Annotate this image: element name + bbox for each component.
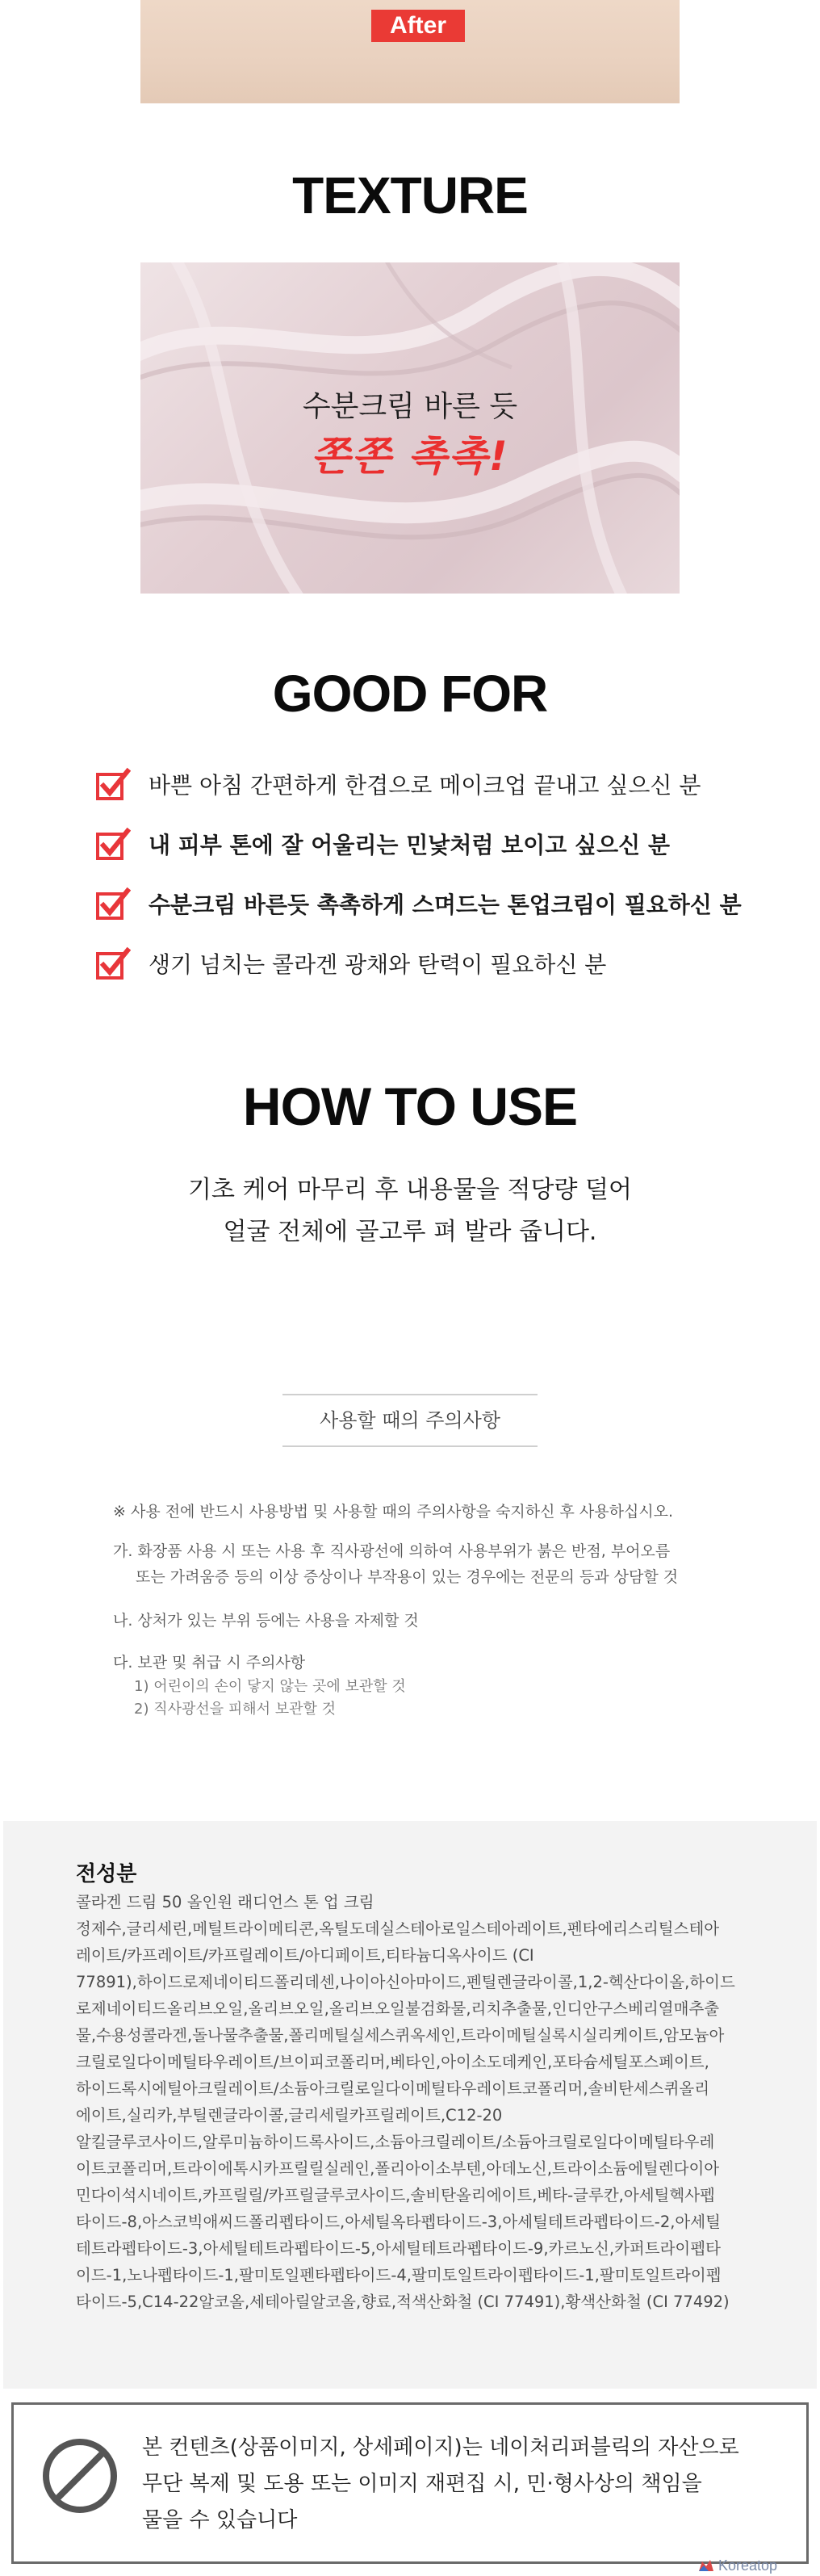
good-for-heading: GOOD FOR [272,665,548,723]
after-product-image [140,0,680,103]
texture-caption: 수분크림 바른 듯 [302,390,518,423]
how-to-use-line-1: 기초 케어 마무리 후 내용물을 적당량 덜어 [188,1176,632,1204]
good-for-item [95,942,757,984]
prohibited-icon [40,2436,119,2515]
ingredients-line: 레이트/카프레이트/카프릴레이트/아디페이트,티타늄디옥사이드 (CI [76,1946,534,1965]
ingredients-line: 에이트,실리카,부틸렌글라이콜,글리세릴카프릴레이트,C12-20 [76,2106,503,2125]
how-to-use-heading: HOW TO USE [242,1076,578,1136]
koreatop-logo-icon [697,2558,715,2573]
ingredients-line: 테트라펩타이드-3,아세틸테트라펩타이드-5,아세틸테트라펩타이드-9,카르노신,카퍼트라이펩타 [76,2239,721,2258]
check-box-icon [95,946,131,981]
caution-heading: 사용할 때의 주의사항 [282,1394,538,1447]
caution-item-c: 다. 보관 및 취급 시 주의사항 [113,1654,306,1672]
watermark-text: Koreatop [718,2557,778,2574]
ingredients-line: 알킬글루코사이드,알루미늄하이드록사이드,소듐아크릴레이트/소듐아크릴로일다이메틸타우레 [76,2133,715,2151]
ingredients-line: 콜라겐 드림 50 올인원 래디언스 톤 업 크림 [76,1893,374,1911]
ingredients-line: 물,수용성콜라겐,돌나물추출물,폴리메틸실세스퀴옥세인,트라이메틸실록시실리케이트,암모늄아 [76,2026,725,2045]
good-for-item [95,883,757,925]
check-box-icon [95,766,131,802]
ingredients-line: 타이드-5,C14-22알코올,세테아릴알코올,향료,적색산화철 (CI 77491),황색산화철 (CI 77492) [76,2293,730,2311]
notice-line-1: 본 컨텐츠(상품이미지, 상세페이지)는 네이처리퍼블릭의 자산으로 [142,2435,739,2460]
caution-item-a-cont: 또는 가려움증 등의 이상 증상이나 부작용이 있는 경우에는 전문의 등과 상담할 것 [136,1568,679,1586]
ingredients-title: 전성분 [76,1862,137,1886]
caution-intro: ※ 사용 전에 반드시 사용방법 및 사용할 때의 주의사항을 숙지하신 후 사용하십시오. [113,1503,674,1521]
how-to-use-line-2: 얼굴 전체에 골고루 펴 발라 줍니다. [223,1218,597,1246]
good-for-item [95,763,757,805]
ingredients-line: 하이드록시에틸아크릴레이트/소듐아크릴로일다이메틸타우레이트코폴리머,솔비탄세스퀴올리 [76,2079,710,2098]
good-for-text: 내 피부 톤에 잘 어울리는 민낯처럼 보이고 싶으신 분 [149,832,670,858]
caution-item-b: 나. 상처가 있는 부위 등에는 사용을 자제할 것 [113,1612,419,1630]
ingredients-line: 타이드-8,아스코빅애씨드폴리펩타이드,아세틸옥타펩타이드-3,아세틸테트라펩타이드-2,아세틸 [76,2213,721,2231]
ingredients-line: 로제네이티드올리브오일,올리브오일,올리브오일불검화물,리치추출물,인디안구스베리열매추출 [76,1999,720,2018]
caution-item-c2: 2) 직사광선을 피해서 보관할 것 [134,1701,337,1718]
notice-line-2: 무단 복제 및 도용 또는 이미지 재편집 시, 민·형사상의 책임을 [142,2472,702,2496]
ingredients-line: 민다이석시네이트,카프릴릴/카프릴글루코사이드,솔비탄올리에이트,베타-글루칸,아세틸헥사펩 [76,2186,715,2205]
caution-item-a: 가. 화장품 사용 시 또는 사용 후 직사광선에 의하여 사용부위가 붉은 반점, 부어오름 [113,1542,671,1560]
ingredients-line: 정제수,글리세린,메틸트라이메티콘,옥틸도데실스테아로일스테아레이트,펜타에리스리틸스테아 [76,1919,720,1938]
good-for-item [95,823,757,865]
check-box-icon [95,886,131,921]
texture-heading: TEXTURE [292,166,528,224]
good-for-text: 생기 넘치는 콜라겐 광채와 탄력이 필요하신 분 [149,951,607,978]
ingredients-line: 이트코폴리머,트라이에톡시카프릴릴실레인,폴리아이소부텐,아데노신,트라이소듐에틸렌다이아 [76,2159,720,2178]
check-box-icon [95,826,131,862]
texture-highlight: 쫀쫀 촉촉! [311,433,509,480]
ingredients-line: 77891),하이드로제네이티드폴리데센,나이아신아마이드,펜틸렌글라이콜,1,2-헥산다이올,하이드 [76,1973,735,1991]
after-badge: After [371,10,465,42]
texture-image [140,262,680,594]
watermark [697,2557,818,2576]
caution-item-c1: 1) 어린이의 손이 닿지 않는 곳에 보관할 것 [134,1678,406,1695]
notice-line-3: 물을 수 있습니다 [142,2508,298,2532]
good-for-text: 수분크림 바른듯 촉촉하게 스며드는 톤업크림이 필요하신 분 [149,892,742,918]
good-for-text: 바쁜 아침 간편하게 한겹으로 메이크업 끝내고 싶으신 분 [149,772,701,799]
ingredients-line: 이드-1,노나펩타이드-1,팔미토일펜타펩타이드-4,팔미토일트라이펩타이드-1,팔미토일트라이펩 [76,2266,722,2284]
ingredients-line: 크릴로일다이메틸타우레이트/브이피코폴리머,베타인,아이소도데케인,포타슘세틸포스페이트, [76,2053,709,2071]
